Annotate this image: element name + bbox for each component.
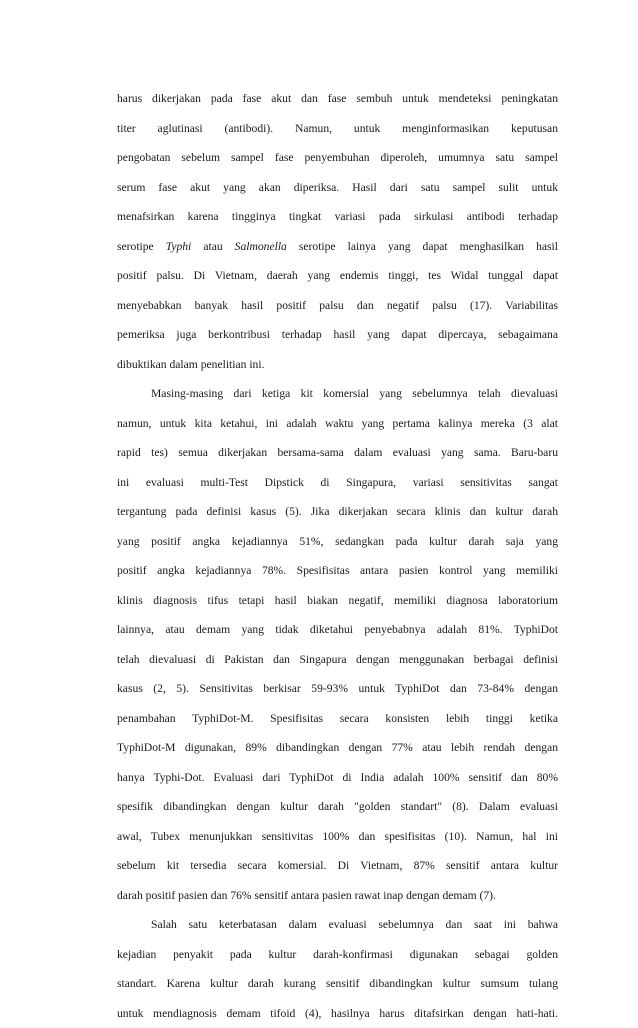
- text-line: positif palsu. Di Vietnam, daerah yang endemis tinggi, tes Widal tunggal dapat: [117, 261, 558, 291]
- text-line: darah positif pasien dan 76% sensitif antara pasien rawat inap dengan demam (7).: [117, 881, 558, 911]
- text-line: lainnya, atau demam yang tidak diketahui penyebabnya adalah 81%. TyphiDot: [117, 615, 558, 645]
- text-line: titer aglutinasi (antibodi). Namun, untuk menginformasikan keputusan: [117, 114, 558, 144]
- text-line: spesifik dibandingkan dengan kultur darah "golden standart" (8). Dalam evaluasi: [117, 792, 558, 822]
- text-line: rapid tes) semua dikerjakan bersama-sama dalam evaluasi yang sama. Baru-baru: [117, 438, 558, 468]
- text-line: Salah satu keterbatasan dalam evaluasi sebelumnya dan saat ini bahwa: [117, 910, 558, 940]
- text-line: dibuktikan dalam penelitian ini.: [117, 350, 558, 380]
- text-line: ini evaluasi multi-Test Dipstick di Singapura, variasi sensitivitas sangat: [117, 468, 558, 498]
- text-line: Masing-masing dari ketiga kit komersial yang sebelumnya telah dievaluasi: [117, 379, 558, 409]
- text-line: telah dievaluasi di Pakistan dan Singapura dengan menggunakan berbagai definisi: [117, 645, 558, 675]
- text-line: penambahan TyphiDot-M. Spesifisitas secara konsisten lebih tinggi ketika: [117, 704, 558, 734]
- text-line: menyebabkan banyak hasil positif palsu dan negatif palsu (17). Variabilitas: [117, 291, 558, 321]
- text-line: TyphiDot-M digunakan, 89% dibandingkan dengan 77% atau lebih rendah dengan: [117, 733, 558, 763]
- text-line: serotipe Typhi atau Salmonella serotipe lainya yang dapat menghasilkan hasil: [117, 232, 558, 262]
- text-line: kasus (2, 5). Sensitivitas berkisar 59-93% untuk TyphiDot dan 73-84% dengan: [117, 674, 558, 704]
- document-page: [117, 84, 558, 1028]
- text-line: untuk mendiagnosis demam tifoid (4), hasilnya harus ditafsirkan dengan hati-hati.: [117, 999, 558, 1028]
- text-line: klinis diagnosis tifus tetapi hasil biakan negatif, memiliki diagnosa laboratorium: [117, 586, 558, 616]
- text-line: sebelum kit tersedia secara komersial. Di Vietnam, 87% sensitif antara kultur: [117, 851, 558, 881]
- italic-term: Typhi: [166, 240, 192, 253]
- text-line: awal, Tubex menunjukkan sensitivitas 100% dan spesifisitas (10). Namun, hal ini: [117, 822, 558, 852]
- text-line: menafsirkan karena tingginya tingkat variasi pada sirkulasi antibodi terhadap: [117, 202, 558, 232]
- text-line: kejadian penyakit pada kultur darah-konfirmasi digunakan sebagai golden: [117, 940, 558, 970]
- text-line: namun, untuk kita ketahui, ini adalah waktu yang pertama kalinya mereka (3 alat: [117, 409, 558, 439]
- text-line: yang positif angka kejadiannya 51%, sedangkan pada kultur darah saja yang: [117, 527, 558, 557]
- text-line: pengobatan sebelum sampel fase penyembuhan diperoleh, umumnya satu sampel: [117, 143, 558, 173]
- text-line: hanya Typhi-Dot. Evaluasi dari TyphiDot di India adalah 100% sensitif dan 80%: [117, 763, 558, 793]
- text-line: positif angka kejadiannya 78%. Spesifisitas antara pasien kontrol yang memiliki: [117, 556, 558, 586]
- italic-term: Salmonella: [235, 240, 287, 253]
- text-line: harus dikerjakan pada fase akut dan fase sembuh untuk mendeteksi peningkatan: [117, 84, 558, 114]
- text-line: pemeriksa juga berkontribusi terhadap hasil yang dapat dipercaya, sebagaimana: [117, 320, 558, 350]
- text-line: standart. Karena kultur darah kurang sensitif dibandingkan kultur sumsum tulang: [117, 969, 558, 999]
- text-line: tergantung pada definisi kasus (5). Jika dikerjakan secara klinis dan kultur darah: [117, 497, 558, 527]
- text-line: serum fase akut yang akan diperiksa. Hasil dari satu sampel sulit untuk: [117, 173, 558, 203]
